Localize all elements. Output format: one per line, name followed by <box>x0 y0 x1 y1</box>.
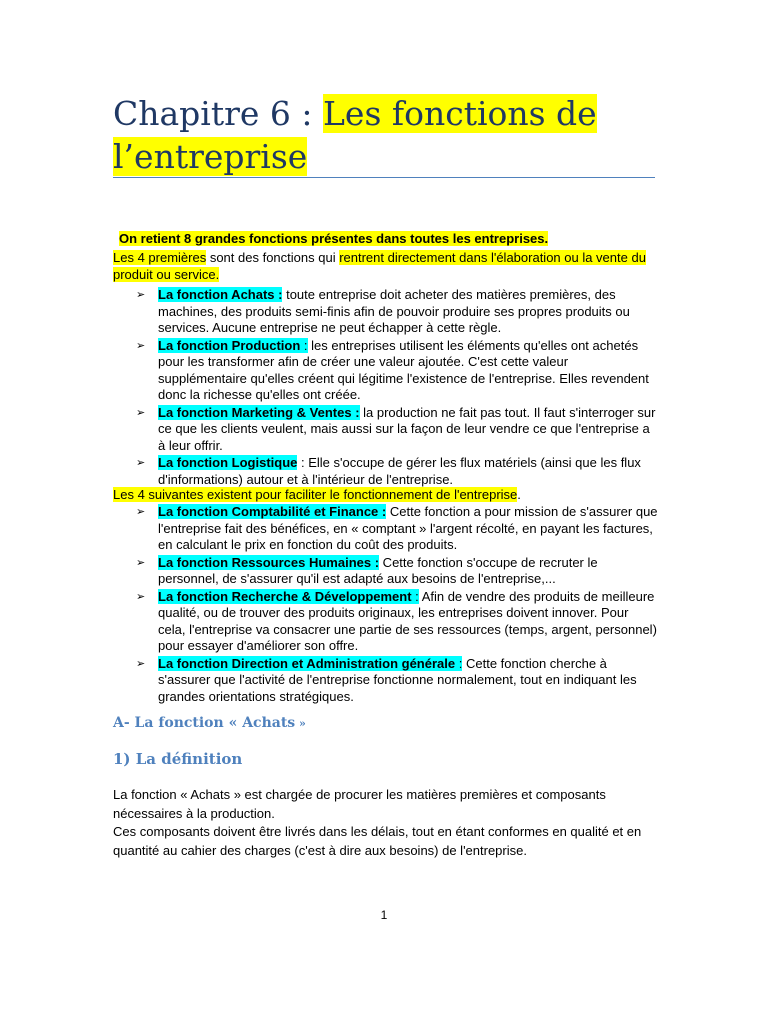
arrow-bullet-icon: ➢ <box>136 338 146 352</box>
arrow-bullet-icon: ➢ <box>136 555 146 569</box>
arrow-bullet-icon: ➢ <box>136 656 146 670</box>
function-label: La fonction Production : <box>158 337 308 353</box>
list-item-achats <box>136 287 658 337</box>
function-text: les entreprises utilisent les éléments qu'elles ont achetés pour les transformer afin de créer une valeur ajoutée. C'est cette valeur supplémentaire qu'elles créent qui légitime l'existence de l'entreprise. Elles revendent donc la richesse qu'elles ont créée. <box>158 337 649 402</box>
function-text: la production ne fait pas tout. Il faut s'interroger sur ce que les clients veulent, mais aussi sur la façon de leur vendre ce que l'entreprise a à leur offrir. <box>158 404 656 453</box>
function-text: Cette fonction a pour mission de s'assurer que l'entreprise fait des bénéfices, en « comptant » l'argent récolté, en payant les factures, en calculant le prix en fonction du coût des produits. <box>158 504 658 552</box>
arrow-bullet-icon: ➢ <box>136 288 146 301</box>
first-functions-list <box>136 287 658 489</box>
list-item-production <box>136 338 658 404</box>
function-text: Cette fonction cherche à s'assurer que l'activité de l'entreprise fonctionne normalement, tout en indiquant les grandes orientations stratégiques. <box>158 655 637 704</box>
title-prefix: Chapitre 6 : <box>113 94 324 133</box>
list-item-direction <box>136 656 658 706</box>
title-highlight-2: l’entreprise <box>113 137 308 176</box>
function-label: La fonction Marketing & Ventes : <box>158 404 360 420</box>
chapter-title <box>113 92 673 178</box>
title-highlight-1: Les fonctions de <box>323 94 597 133</box>
function-label: La fonction Recherche & Développement : <box>158 588 419 604</box>
function-label: La fonction Comptabilité et Finance : <box>158 504 387 519</box>
function-text: Afin de vendre des produits de meilleure qualité, ou de trouver des produits originaux, les entreprises doivent innover. Pour cela, l'entreprise va consacrer une partie de ses ressources (temps, argent, personnel) pour essayer d'améliorer son offre. <box>158 588 657 653</box>
definition-paragraph-1: La fonction « Achats » est chargée de procurer les matières premières et composants nécessaires à la production. <box>113 787 606 821</box>
list-item-rh <box>136 555 658 588</box>
list-item-comptabilite <box>136 504 658 554</box>
function-label: La fonction Achats : <box>158 287 283 302</box>
arrow-bullet-icon: ➢ <box>136 505 146 518</box>
intro-highlight-1: Les 4 premières <box>113 250 207 265</box>
function-label: La fonction Ressources Humaines : <box>158 554 380 570</box>
arrow-bullet-icon: ➢ <box>136 589 146 603</box>
function-text: : Elle s'occupe de gérer les flux matériels (ainsi que les flux d'informations) autour et à l'intérieur de l'entreprise. <box>158 455 641 487</box>
page-number: 1 <box>380 908 388 922</box>
function-label: La fonction Direction et Administration générale : <box>158 655 463 671</box>
transition-line: Les 4 suivantes existent pour faciliter le fonctionnement de l'entreprise. <box>113 487 521 502</box>
title-underline <box>113 177 655 178</box>
list-item-rd <box>136 589 658 655</box>
function-text: toute entreprise doit acheter des matières premières, des machines, des produits semi-finis afin de pouvoir produire ses propres produits ou services. Aucune entreprise ne peut échapper à cette règle. <box>158 287 630 335</box>
list-item-marketing <box>136 405 658 455</box>
subsection-heading-definition: 1) La définition <box>113 750 243 768</box>
section-heading-achats: A- La fonction « Achats » <box>113 715 306 731</box>
function-text: Cette fonction s'occupe de recruter le personnel, de s'assurer qu'il est adapté aux besoins de l'entreprise,... <box>158 554 598 586</box>
second-functions-list <box>136 504 658 706</box>
intro-highlight-2: rentrent directement dans l'élaboration ou la vente du produit ou service. <box>113 250 646 282</box>
definition-paragraph-2: Ces composants doivent être livrés dans les délais, tout en étant conformes en qualité et en quantité au cahier des charges (c'est à dire aux besoins) de l'entreprise. <box>113 824 642 858</box>
function-label: La fonction Logistique <box>158 455 298 470</box>
list-item-logistique <box>136 455 658 488</box>
intro-paragraph <box>113 250 658 283</box>
arrow-bullet-icon: ➢ <box>136 405 146 419</box>
intro-text: sont des fonctions qui <box>206 250 340 265</box>
intro-bold-line: On retient 8 grandes fonctions présentes dans toutes les entreprises. <box>119 231 549 246</box>
arrow-bullet-icon: ➢ <box>136 456 146 469</box>
